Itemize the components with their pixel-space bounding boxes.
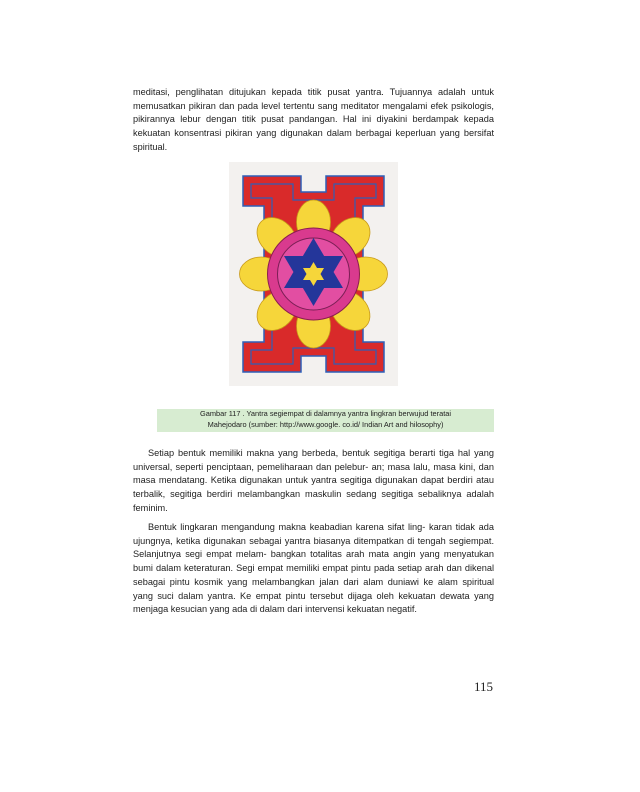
yantra-figure: [229, 162, 398, 386]
paragraph-intro: meditasi, penglihatan ditujukan kepada titik pusat yantra. Tujuannya adalah untuk memusatkan pikiran dan pada level tertentu sang meditator mengalami efek psikologis, pikirannya lebur dengan titik pusat pandangan. Hal ini diyakini berdampak kepada kekuatan konsentrasi pikiran yang digunakan dalam berbagai keperluan yang bersifat spiritual.: [133, 87, 494, 152]
page-number: 115: [474, 679, 494, 694]
caption-line-1: Gambar 117 . Yantra segiempat di dalamnya yantra lingkran berwujud teratai: [199, 409, 451, 418]
caption-line-2: Mahejodaro (sumber: http://www.google. co.id/ Indian Art and hilosophy): [207, 419, 444, 429]
figure-caption: [157, 409, 494, 432]
yantra-image: [229, 162, 398, 386]
paragraph-circle: Bentuk lingkaran mengandung makna keabadian karena sifat ling- karan tidak ada ujungnya, ketika digunakan sebagai yantra biasanya ditempatkan di tengah segiempat. Selanjutnya segi empat melam- bangkan totalitas arah mata angin yang menyatukan bumi dalam keteraturan. Segi empat memiliki empat pintu pada setiap arah dan dikenal sebagai pintu kosmik yang melambangkan jalan dari alam duniawi ke alam spiritual yang suci dalam yantra. Ke empat pintu tersebut dijaga oleh kekuatan dewata yang menjaga kesucian yang ada di dalam dari intervensi kekuatan negatif.: [133, 522, 494, 615]
paragraph-triangle: Setiap bentuk memiliki makna yang berbeda, bentuk segitiga berarti tiga hal yang universal, seperti penciptaan, pemeliharaan dan pelebur- an; masa lalu, masa kini, dan masa mendatang. Ketika digunakan untuk yantra segitiga digunakan dapat berdiri atau terbalik, segitiga berdiri melambangkan maskulin sedang segitiga sebaliknya adalah feminim.: [133, 448, 494, 513]
